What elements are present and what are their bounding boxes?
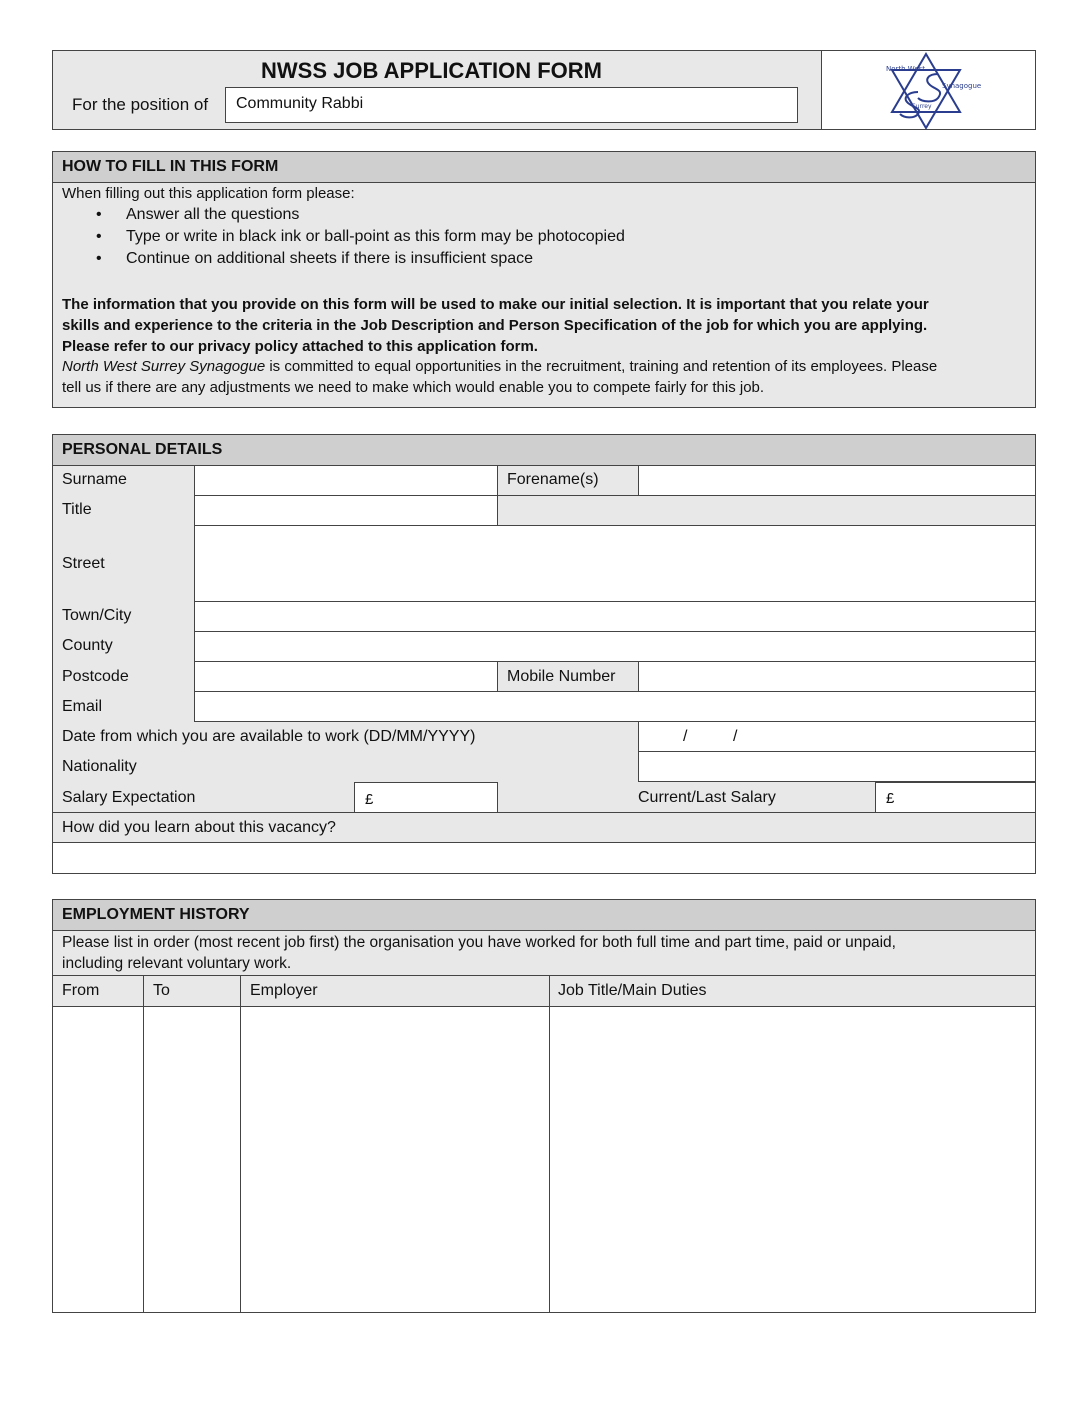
street-label: Street: [62, 555, 105, 572]
mobile-label: Mobile Number: [507, 668, 616, 685]
postcode-label: Postcode: [62, 668, 129, 685]
form-title: NWSS JOB APPLICATION FORM: [261, 58, 602, 83]
salary-expectation-field[interactable]: [354, 782, 498, 813]
county-field[interactable]: [194, 631, 1036, 662]
postcode-field[interactable]: [194, 661, 498, 692]
how-to-intro: When filling out this application form please:: [62, 185, 355, 202]
employment-to-cell[interactable]: [143, 1006, 241, 1313]
street-field[interactable]: [194, 525, 1036, 602]
column-header-from: From: [62, 982, 100, 999]
currency-symbol: £: [365, 791, 374, 808]
employment-column-header-row: [52, 975, 1036, 1007]
available-date-label: Date from which you are available to work (DD/MM/YYYY): [62, 728, 476, 745]
list-item: • Answer all the questions: [62, 204, 962, 226]
forenames-label: Forename(s): [507, 471, 599, 488]
privacy-notice-line: Please refer to our privacy policy attached to this application form.: [62, 338, 538, 355]
title-field[interactable]: [194, 495, 498, 526]
selection-notice-line: The information that you provide on this form will be used to make our initial selection. It is important that you relate your: [62, 296, 929, 313]
email-field[interactable]: [194, 691, 1036, 722]
county-label: County: [62, 637, 113, 654]
nationality-field[interactable]: [638, 751, 1036, 782]
how-to-bullets: [62, 204, 962, 270]
title-row-spacer: [497, 495, 1036, 526]
list-item: • Continue on additional sheets if there is insufficient space: [62, 248, 962, 270]
star-of-david-logo-icon: [878, 52, 988, 130]
currency-symbol: £: [886, 790, 895, 807]
column-divider: [240, 975, 241, 1007]
current-salary-label: Current/Last Salary: [638, 789, 776, 806]
organisation-name: North West Surrey Synagogue: [62, 358, 266, 375]
date-separator: /: [733, 728, 738, 745]
vacancy-source-label: How did you learn about this vacancy?: [62, 819, 336, 836]
mobile-field[interactable]: [638, 661, 1036, 692]
employment-job-title-cell[interactable]: [549, 1006, 1036, 1313]
svg-text:North West: North West: [886, 65, 926, 73]
town-field[interactable]: [194, 601, 1036, 632]
equal-opportunities-line: tell us if there are any adjustments we need to make which would enable you to compete fairly for this job.: [62, 379, 765, 396]
svg-text:Synagogue: Synagogue: [942, 82, 982, 90]
column-header-employer: Employer: [250, 982, 318, 999]
position-value: Community Rabbi: [236, 95, 364, 112]
vacancy-source-field[interactable]: [52, 842, 1036, 874]
list-item: • Type or write in black ink or ball-point as this form may be photocopied: [62, 226, 962, 248]
personal-details-heading: PERSONAL DETAILS: [62, 441, 223, 458]
column-divider: [549, 975, 550, 1007]
surname-label: Surname: [62, 471, 127, 488]
current-salary-field[interactable]: [875, 782, 1036, 813]
available-date-field[interactable]: [638, 721, 1036, 752]
position-field[interactable]: [225, 87, 798, 123]
employment-instructions: Please list in order (most recent job first) the organisation you have worked for both full time and part time, paid or unpaid,: [62, 934, 896, 951]
employment-instructions: including relevant voluntary work.: [62, 955, 292, 972]
title-label: Title: [62, 501, 92, 518]
nationality-label: Nationality: [62, 758, 137, 775]
employment-history-heading: EMPLOYMENT HISTORY: [62, 906, 250, 923]
how-to-heading: HOW TO FILL IN THIS FORM: [62, 158, 279, 175]
email-label: Email: [62, 698, 103, 715]
date-separator: /: [683, 728, 688, 745]
town-label: Town/City: [62, 607, 132, 624]
employment-employer-cell[interactable]: [240, 1006, 550, 1313]
column-header-job-title: Job Title/Main Duties: [558, 982, 707, 999]
surname-field[interactable]: [194, 465, 498, 496]
equal-opportunities-line: North West Surrey Synagogue is committed to equal opportunities in the recruitment, training and retention of its employees. Please: [62, 358, 938, 375]
selection-notice-line: skills and experience to the criteria in the Job Description and Person Specification of the job for which you are applying.: [62, 317, 928, 334]
forenames-field[interactable]: [638, 465, 1036, 496]
salary-expectation-label: Salary Expectation: [62, 789, 196, 806]
employment-from-cell[interactable]: [52, 1006, 144, 1313]
column-header-to: To: [153, 982, 170, 999]
svg-text:Surrey: Surrey: [912, 103, 932, 110]
column-divider: [143, 975, 144, 1007]
position-label: For the position of: [72, 95, 209, 114]
